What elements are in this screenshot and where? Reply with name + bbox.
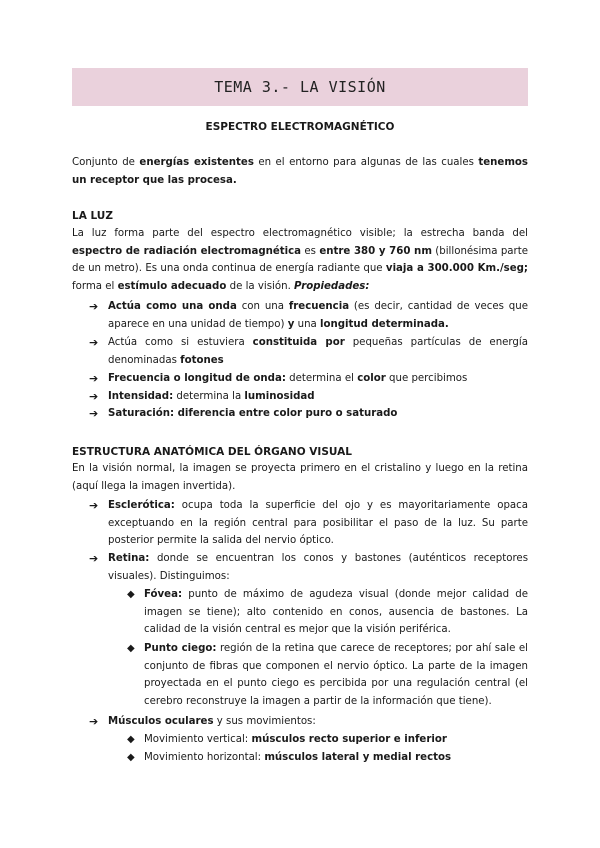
page-title: TEMA 3.- LA VISIÓN — [214, 78, 386, 96]
arrow-icon: ➔ — [89, 499, 99, 512]
light-property-wave: ➔ Actúa como una onda con una frecuencia (es decir, cantidad de veces que aparece en una unidad de tiempo) y una longitud determinada. — [89, 300, 528, 330]
title-banner — [72, 68, 528, 106]
arrow-icon: ➔ — [89, 552, 99, 565]
anatomy-intro: En la visión normal, la imagen se proyecta primero en el cristalino y luego en la retina (aquí llega la imagen invertida). — [72, 463, 528, 492]
anatomy-fovea: ◆ Fóvea: punto de máximo de agudeza visual (donde mejor calidad de imagen se tiene); alto contenido en conos, ausencia de bastones. La calidad de la visión central es mejor que la visión periférica. — [144, 586, 528, 639]
light-property-saturation: ➔ Saturación: diferencia entre color puro o saturado — [108, 405, 528, 423]
arrow-icon: ➔ — [89, 390, 99, 403]
arrow-icon: ➔ — [89, 300, 99, 313]
anatomy-heading: ESTRUCTURA ANATÓMICA DEL ÓRGANO VISUAL — [72, 446, 352, 458]
anatomy-vertical-movement: ◆ Movimiento vertical: músculos recto superior e inferior — [144, 731, 528, 749]
diamond-icon: ◆ — [127, 752, 135, 763]
light-property-frequency: ➔ Frecuencia o longitud de onda: determina el color que percibimos — [108, 370, 528, 388]
arrow-icon: ➔ — [89, 407, 99, 420]
anatomy-muscles: ➔ Músculos oculares y sus movimientos: — [108, 713, 528, 731]
light-property-particles: ➔ Actúa como si estuviera constituida por pequeñas partículas de energía denominadas fotones — [89, 336, 528, 366]
anatomy-sclerotic: ➔ Esclerótica: ocupa toda la superficie del ojo y es mayoritariamente opaca exceptuando en la región central para posibilitar el paso de la luz. Su parte posterior permite la salida del nervio óptico. — [89, 499, 528, 547]
diamond-icon: ◆ — [127, 734, 135, 745]
arrow-icon: ➔ — [89, 715, 99, 728]
light-paragraph: La luz forma parte del espectro electromagnético visible; la estrecha banda del espectro de radiación electromagnética es entre 380 y 760 nm (billonésima parte de un metro). Es una onda continua de energía radiante que viaja a 300.000 Km./seg; forma el estímulo adecuado de la visión. Propiedades: — [72, 228, 529, 292]
light-heading: LA LUZ — [72, 210, 113, 222]
diamond-icon: ◆ — [127, 589, 135, 600]
anatomy-retina: ➔ Retina: donde se encuentran los conos y bastones (auténticos receptores visuales). Distinguimos: — [89, 552, 528, 582]
spectrum-intro: Conjunto de energías existentes en el entorno para algunas de las cuales tenemos un receptor que las procesa. — [72, 157, 528, 186]
arrow-icon: ➔ — [89, 336, 99, 349]
anatomy-blind-spot: ◆ Punto ciego: región de la retina que carece de receptores; por ahí sale el conjunto de fibras que componen el nervio óptico. La parte de la imagen proyectada en el punto ciego es percibida por una regulación central (el cerebro reconstruye la imagen a partir de la información que tiene). — [144, 640, 528, 710]
diamond-icon: ◆ — [127, 643, 135, 654]
light-property-intensity: ➔ Intensidad: determina la luminosidad — [108, 388, 528, 406]
spectrum-heading: ESPECTRO ELECTROMAGNÉTICO — [205, 121, 395, 133]
arrow-icon: ➔ — [89, 372, 99, 385]
anatomy-horizontal-movement: ◆ Movimiento horizontal: músculos lateral y medial rectos — [144, 749, 528, 767]
